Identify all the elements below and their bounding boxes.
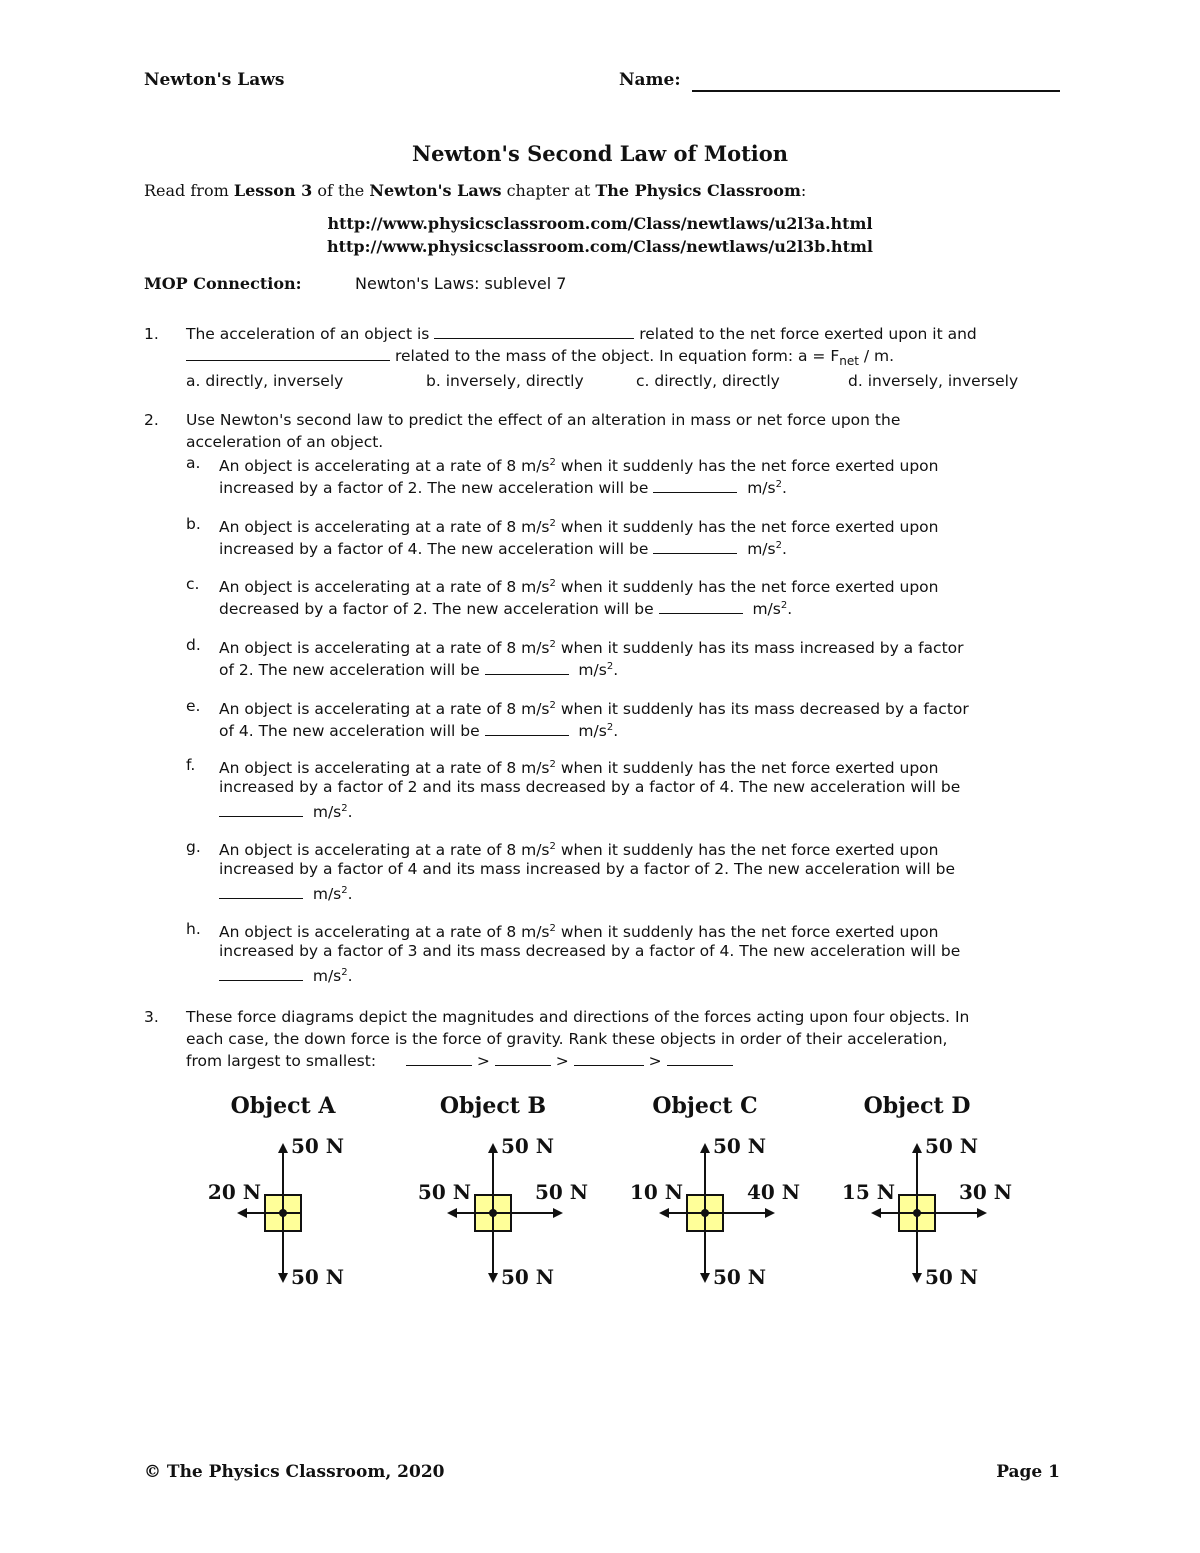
q2-item-label: b. [186,515,201,533]
force-label-down: 50 N [713,1265,767,1289]
q2-item-line2 [219,776,1069,798]
answer-blank[interactable] [219,884,303,899]
q2-text: increased by a factor of 2. The new acceleration will be [219,479,649,498]
footer-copyright: © The Physics Classroom, 2020 [144,1462,445,1482]
q2-item-line2 [219,858,1069,880]
q2-item-label: f. [186,756,196,774]
rank-blank[interactable] [495,1051,551,1066]
up-arrowhead [488,1143,498,1153]
page-title: Newton's Second Law of Motion [411,141,789,166]
q2-item-label: a. [186,454,201,472]
read-prefix: Read from [144,181,229,200]
q1-choices [186,370,1066,392]
q2-intro-1: Use Newton's second law to predict the effect of an alteration in mass or net force upon the [186,411,901,429]
read-instruction [144,181,806,200]
force-label-up: 50 N [925,1134,979,1158]
right-arrowhead [977,1208,987,1218]
q2-text: An object is accelerating at a rate of 8 m/s [219,923,550,942]
read-suffix: : [800,181,807,200]
q2-text: An object is accelerating at a rate of 8 m/s [219,639,550,658]
down-arrowhead [700,1273,710,1283]
unit: m/s [747,479,776,498]
q2-text: when it suddenly has the net force exerted upon [555,518,939,537]
unit: m/s [312,803,342,822]
q2-text: increased by a factor of 2 and its mass decreased by a factor of 4. The new acceleration will be [219,778,961,796]
right-arrowhead [553,1208,563,1218]
force-label-left: 20 N [207,1180,261,1204]
center-dot [489,1209,497,1217]
choice-d[interactable]: d. inversely, inversely [848,372,1019,390]
q2-text: when it suddenly has the net force exerted upon [555,759,939,778]
q1-text: The acceleration of an object is [186,325,430,343]
q2-text: increased by a factor of 3 and its mass decreased by a factor of 4. The new acceleration will be [219,942,961,960]
read-lesson: Lesson 3 [233,181,313,200]
q2-text: of 2. The new acceleration will be [219,661,480,680]
exponent: 2 [780,600,788,611]
q3-number: 3. [144,1008,159,1026]
object-title: Object C [652,1093,758,1119]
q2-text: when it suddenly has the net force exerted upon [555,841,939,860]
exponent: 2 [549,923,556,934]
mop-label: MOP Connection: [144,274,302,293]
force-label-right: 40 N [747,1180,801,1204]
left-arrowhead [447,1208,457,1218]
left-arrowhead [237,1208,247,1218]
q2-text: when it suddenly has the net force exerted upon [555,457,939,476]
exponent: 2 [549,639,556,650]
choice-b[interactable]: b. inversely, directly [426,372,584,390]
answer-blank[interactable] [485,721,569,736]
center-dot [913,1209,921,1217]
q2-text: decreased by a factor of 2. The new acceleration will be [219,600,654,619]
exponent: 2 [775,540,782,551]
read-mid2: chapter at [506,181,591,200]
unit: m/s [752,600,781,619]
force-label-down: 50 N [501,1265,555,1289]
q1-text: / m. [858,347,895,365]
up-arrowhead [278,1143,288,1153]
answer-blank[interactable] [219,802,303,817]
force-label-right: 30 N [959,1180,1013,1204]
q2-item-line2: increased by a factor of 2. The new acceleration will be $m/s^2$. [219,479,787,498]
q3-line1: These force diagrams depict the magnitudes and directions of the forces acting upon four objects. In [186,1008,970,1026]
force-label-down: 50 N [925,1265,979,1289]
unit: m/s [578,661,607,680]
q2-item-line3: $m/s^2$. [219,880,1069,905]
q2-text: of 4. The new acceleration will be [219,722,480,741]
q2-text: An object is accelerating at a rate of 8 m/s [219,841,550,860]
exponent: 2 [341,803,348,814]
gt-sign: > [555,1052,569,1070]
q2-item-label: d. [186,636,201,654]
q2-item-line2: decreased by a factor of 2. The new acceleration will be $m/s^2$. [219,600,793,619]
q2-text: An object is accelerating at a rate of 8 m/s [219,578,550,597]
name-line[interactable] [692,90,1060,92]
force-diagram [393,1133,593,1293]
q3-text: from largest to smallest: [186,1052,377,1070]
up-arrowhead [912,1143,922,1153]
q2-text: when it suddenly has its mass increased by a factor [555,639,964,658]
answer-blank[interactable] [434,324,634,339]
down-arrowhead [278,1273,288,1283]
q2-item-line3: $m/s^2$. [219,798,1069,823]
read-chapter: Newton's Laws [369,181,502,200]
answer-blank[interactable] [485,660,569,675]
object-title: Object A [230,1093,336,1119]
exponent: 2 [549,578,556,589]
q2-text: An object is accelerating at a rate of 8 m/s [219,700,550,719]
unit: m/s [312,885,342,904]
q2-item-label: h. [186,920,201,938]
exponent: 2 [341,967,348,978]
right-arrowhead [765,1208,775,1218]
down-arrowhead [488,1273,498,1283]
force-diagram [817,1133,1017,1293]
q1-text: related to the net force exerted upon it and [639,325,977,343]
q2-item-line3: $m/s^2$. [219,962,1069,987]
q1-line2 [186,345,1066,372]
q2-item-label: e. [186,697,201,715]
unit: m/s [747,540,776,559]
q2-text: An object is accelerating at a rate of 8 m/s [219,457,550,476]
answer-blank[interactable] [653,478,737,493]
exponent: 2 [549,700,556,711]
rank-blank[interactable] [667,1051,733,1066]
url-link[interactable]: http://www.physicsclassroom.com/Class/newtlaws/u2l3a.html [327,214,873,233]
exponent: 2 [549,759,556,770]
left-arrowhead [659,1208,669,1218]
q2-item-label: c. [186,575,200,593]
q2-item-line2: of 4. The new acceleration will be $m/s^2$. [219,722,619,741]
q3-line3 [186,1050,1066,1072]
q2-text: increased by a factor of 4. The new acceleration will be [219,540,649,559]
answer-blank[interactable] [653,539,737,554]
q1-text: related to the mass of the object. In equation form: a = F [394,347,840,365]
down-arrowhead [912,1273,922,1283]
q3-line2: each case, the down force is the force of gravity. Rank these objects in order of their acceleration, [186,1030,948,1048]
mop-value: Newton's Laws: sublevel 7 [355,274,567,293]
q2-text: when it suddenly has its mass decreased by a factor [555,700,969,719]
q2-text: when it suddenly has the net force exerted upon [555,578,939,597]
q2-text: when it suddenly has the net force exerted upon [555,923,939,942]
q2-item-line2: of 2. The new acceleration will be $m/s^2$. [219,661,619,680]
read-site: The Physics Classroom [595,181,801,200]
object-title: Object D [863,1093,971,1119]
q1-subscript: net [839,354,859,369]
force-label-left: 15 N [841,1180,895,1204]
exponent: 2 [606,722,614,733]
exponent: 2 [341,885,348,896]
object-title: Object B [439,1093,547,1119]
q2-item-label: g. [186,838,201,856]
url-link[interactable]: http://www.physicsclassroom.com/Class/newtlaws/u2l3b.html [327,237,873,256]
force-label-left: 10 N [629,1180,683,1204]
read-mid: of the [317,181,365,200]
exponent: 2 [549,518,556,529]
q2-number: 2. [144,411,159,429]
force-label-up: 50 N [291,1134,345,1158]
q1-line1 [186,323,1066,345]
q2-item-line2 [219,940,1069,962]
exponent: 2 [549,841,556,852]
unit: m/s [312,967,342,986]
name-label: Name: [619,70,681,90]
force-label-right: 50 N [535,1180,589,1204]
q2-text: An object is accelerating at a rate of 8 m/s [219,759,550,778]
exponent: 2 [606,661,614,672]
gt-sign: > [648,1052,662,1070]
rank-blank[interactable] [574,1051,644,1066]
answer-blank[interactable] [219,966,303,981]
q1-number: 1. [144,325,159,343]
header-title: Newton's Laws [144,70,285,90]
center-dot [701,1209,709,1217]
gt-sign: > [476,1052,490,1070]
q2-intro-2: acceleration of an object. [186,433,384,451]
force-label-up: 50 N [501,1134,555,1158]
choice-c[interactable]: c. directly, directly [636,372,780,390]
up-arrowhead [700,1143,710,1153]
left-arrowhead [871,1208,881,1218]
force-diagram [605,1133,805,1293]
force-label-up: 50 N [713,1134,767,1158]
force-diagram [183,1133,383,1293]
answer-blank[interactable] [659,599,743,614]
unit: m/s [578,722,607,741]
q2-text: increased by a factor of 4 and its mass increased by a factor of 2. The new acceleration will be [219,860,956,878]
force-label-left: 50 N [417,1180,471,1204]
footer-page: Page 1 [996,1462,1060,1482]
rank-blank[interactable] [406,1051,472,1066]
q2-text: An object is accelerating at a rate of 8 m/s [219,518,550,537]
answer-blank[interactable] [186,346,390,361]
force-label-down: 50 N [291,1265,345,1289]
choice-a[interactable]: a. directly, inversely [186,372,344,390]
exponent: 2 [549,457,556,468]
q2-item-line2: increased by a factor of 4. The new acceleration will be $m/s^2$. [219,540,787,559]
center-dot [279,1209,287,1217]
exponent: 2 [775,479,782,490]
